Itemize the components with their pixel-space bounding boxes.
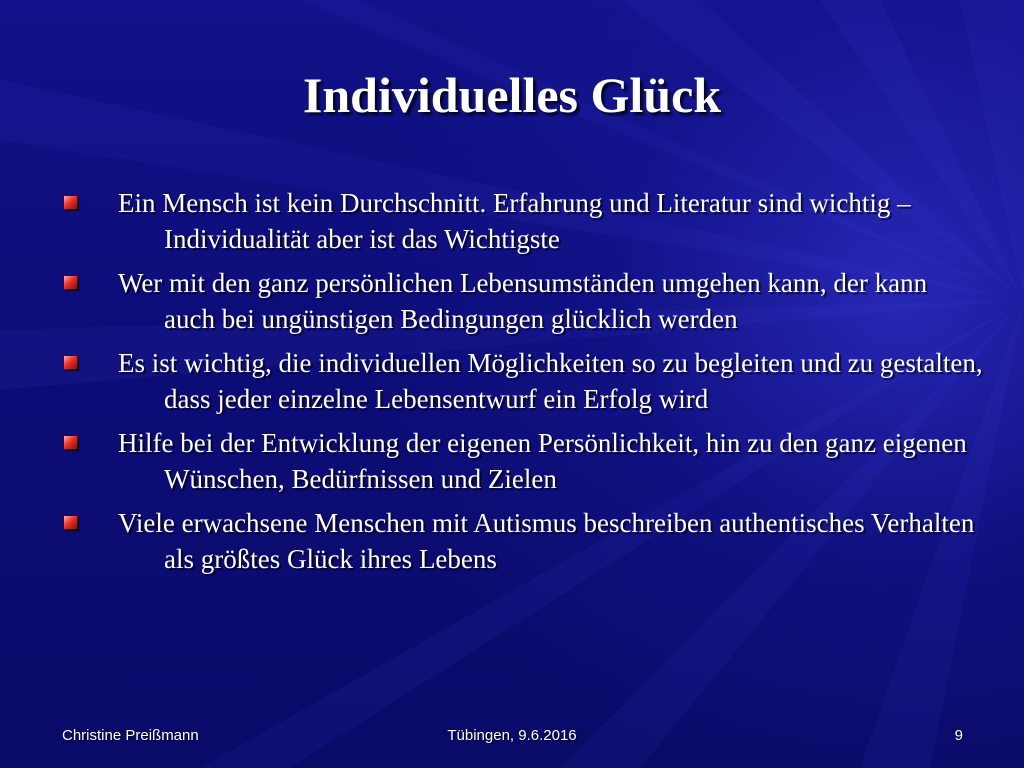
red-square-bullet-icon — [64, 356, 77, 369]
bullet-text: Viele erwachsene Menschen mit Autismus beschreiben authentisches Verhalten als größtes Glück ihres Lebens — [118, 508, 975, 574]
list-item — [0, 425, 984, 497]
list-item — [0, 345, 984, 417]
list-item — [0, 505, 984, 577]
bullet-text: Wer mit den ganz persönlichen Lebensumständen umgehen kann, der kann auch bei ungünstigen Bedingungen glücklich werden — [118, 268, 928, 334]
list-item — [0, 185, 984, 257]
red-square-bullet-icon — [64, 436, 77, 449]
footer-author: Christine Preißmann — [62, 727, 199, 744]
footer-page-number: 9 — [954, 727, 963, 744]
bullet-text: Es ist wichtig, die individuellen Möglichkeiten so zu begleiten und zu gestalten, dass jeder einzelne Lebensentwurf ein Erfolg wird — [118, 348, 983, 414]
red-square-bullet-icon — [64, 516, 77, 529]
footer-place-date: Tübingen, 9.6.2016 — [447, 727, 577, 744]
red-square-bullet-icon — [64, 276, 77, 289]
slide-title: Individuelles Glück — [302, 67, 722, 123]
red-square-bullet-icon — [64, 196, 77, 209]
bullet-list — [0, 185, 1024, 585]
list-item — [0, 265, 984, 337]
bullet-text: Hilfe bei der Entwicklung der eigenen Persönlichkeit, hin zu den ganz eigenen Wünschen, Bedürfnissen und Zielen — [118, 428, 967, 494]
bullet-text: Ein Mensch ist kein Durchschnitt. Erfahrung und Literatur sind wichtig – Individualität aber ist das Wichtigste — [118, 188, 911, 254]
